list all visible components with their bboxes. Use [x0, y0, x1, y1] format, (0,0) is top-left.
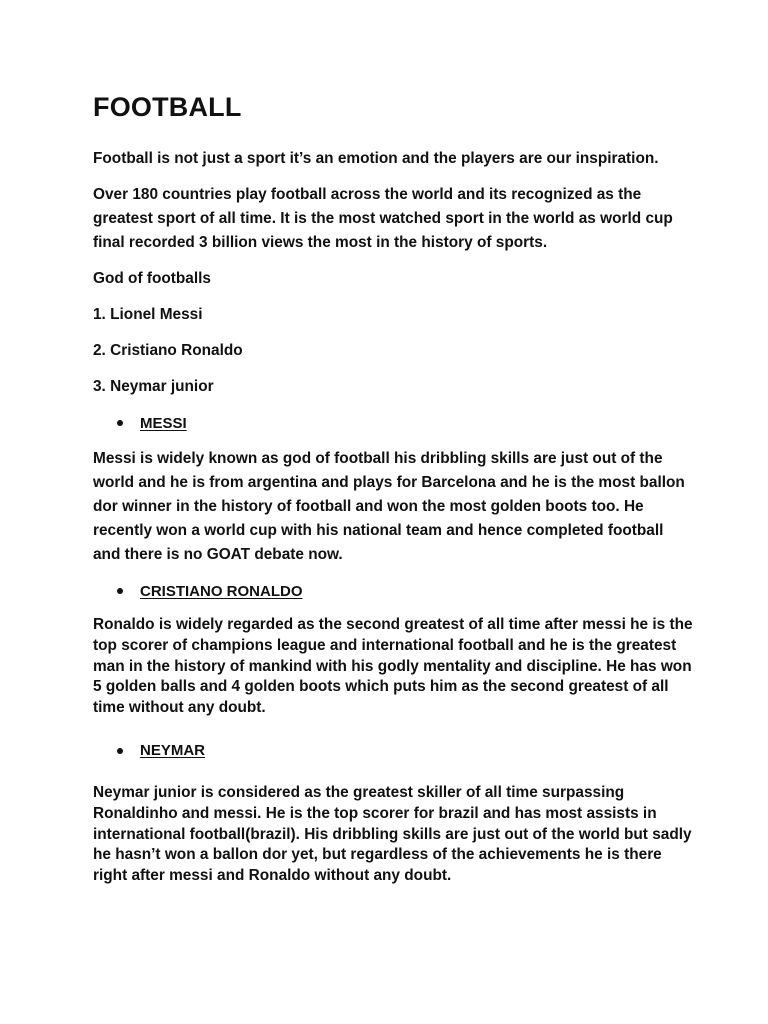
section-heading-label: NEYMAR — [140, 742, 206, 760]
section-body-neymar: Neymar junior is considered as the greatest skiller of all time surpassing Ronaldinho and messi. He is the top scorer for brazil and has most assists in international football(brazil). His dribbling skills are just out of the world but sadly he hasn’t won a ballon dor yet, but regardless of the achievements he is there right after messi and Ronaldo without any doubt. — [93, 783, 692, 885]
document-title: FOOTBALL — [93, 92, 242, 122]
section-heading-label: MESSI — [140, 414, 187, 432]
section-heading-label: CRISTIANO RONALDO — [140, 582, 303, 600]
numbered-list-item: 2. Cristiano Ronaldo — [93, 342, 243, 359]
list-heading: God of footballs — [93, 270, 211, 287]
bullet-icon — [117, 748, 123, 754]
document-page — [93, 92, 693, 899]
section-heading-neymar — [93, 739, 693, 763]
section-body-ronaldo: Ronaldo is widely regarded as the second greatest of all time after messi he is the top scorer of champions league and international football and he is the greatest man in the history of mankind with his godly mentality and discipline. He has won 5 golden balls and 4 golden boots which puts him as the second greatest of all time without any doubt. — [93, 616, 693, 717]
bullet-icon — [117, 588, 123, 594]
section-body-messi: Messi is widely known as god of football his dribbling skills are just out of the world and he is from argentina and plays for Barcelona and he is the most ballon dor winner in the history of football and won the most golden boots too. He recently won a world cup with his national team and hence completed football and there is no GOAT debate now. — [93, 450, 685, 563]
section-heading-ronaldo — [93, 579, 693, 603]
overview-paragraph: Over 180 countries play football across the world and its recognized as the greatest sport of all time. It is the most watched sport in the world as world cup final recorded 3 billion views the most in the history of sports. — [93, 186, 673, 251]
numbered-list-item: 1. Lionel Messi — [93, 306, 203, 323]
numbered-list-item: 3. Neymar junior — [93, 378, 214, 395]
intro-paragraph: Football is not just a sport it’s an emotion and the players are our inspiration. — [93, 150, 659, 167]
section-heading-messi — [93, 411, 693, 435]
bullet-icon — [117, 420, 123, 426]
